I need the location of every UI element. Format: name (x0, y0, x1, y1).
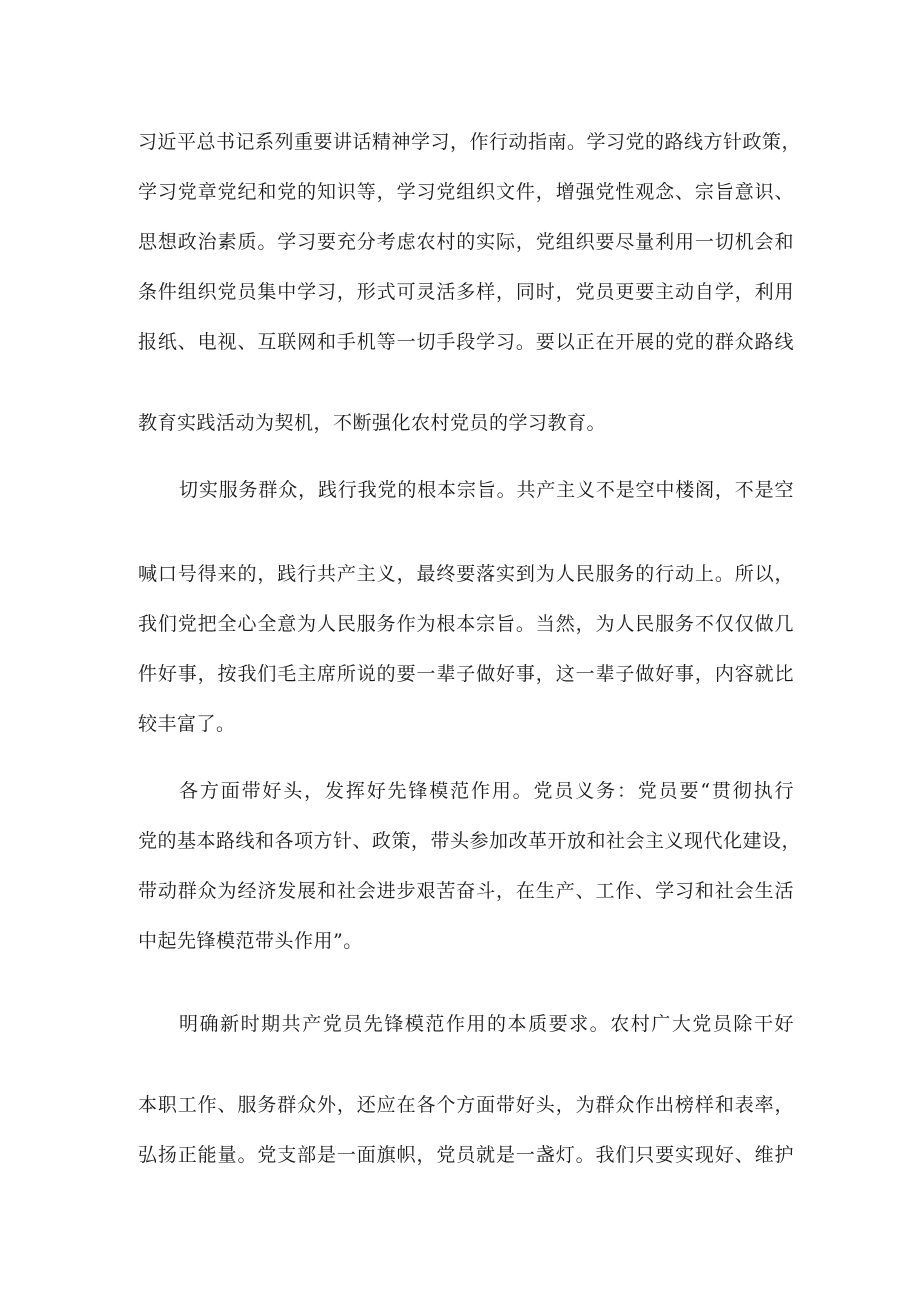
paragraph-2-line-1: 切实服务群众，践行我党的根本宗旨。共产主义不是空中楼阁，不是空 (179, 479, 794, 501)
paragraph-1-line-5: 报纸、电视、互联网和手机等一切手段学习。要以正在开展的党的群众路线 (138, 331, 794, 353)
paragraph-3-line-1: 各方面带好头，发挥好先锋模范作用。党员义务：党员要“贯彻执行 (179, 780, 794, 802)
paragraph-3-line-4: 中起先锋模范带头作用”。 (138, 930, 363, 952)
paragraph-2-line-4: 件好事，按我们毛主席所说的要一辈子做好事，这一辈子做好事，内容就比 (138, 663, 794, 685)
paragraph-2-line-3: 我们党把全心全意为人民服务作为根本宗旨。当然，为人民服务不仅仅做几 (138, 613, 794, 635)
paragraph-3-line-2: 党的基本路线和各项方针、政策，带头参加改革开放和社会主义现代化建设， (138, 830, 802, 852)
paragraph-4-line-1: 明确新时期共产党员先锋模范作用的本质要求。农村广大党员除干好 (179, 1013, 794, 1035)
paragraph-1-line-6: 教育实践活动为契机，不断强化农村党员的学习教育。 (138, 412, 607, 434)
paragraph-3-line-3: 带动群众为经济发展和社会进步艰苦奋斗，在生产、工作、学习和社会生活 (138, 880, 794, 902)
paragraph-2-line-2: 喊口号得来的，践行共产主义，最终要落实到为人民服务的行动上。所以， (138, 563, 794, 585)
paragraph-1-line-3: 思想政治素质。学习要充分考虑农村的实际，党组织要尽量利用一切机会和 (138, 231, 794, 253)
paragraph-2-line-5: 较丰富了。 (138, 713, 236, 735)
paragraph-1-line-1: 习近平总书记系列重要讲话精神学习，作行动指南。学习党的路线方针政策， (138, 131, 802, 153)
paragraph-4-line-3: 弘扬正能量。党支部是一面旗帜，党员就是一盏灯。我们只要实现好、维护 (138, 1144, 794, 1166)
paragraph-1-line-2: 学习党章党纪和党的知识等，学习党组织文件，增强党性观念、宗旨意识、 (138, 181, 794, 203)
paragraph-4-line-2: 本职工作、服务群众外，还应在各个方面带好头，为群众作出榜样和表率， (138, 1094, 794, 1116)
paragraph-1-line-4: 条件组织党员集中学习，形式可灵活多样，同时，党员更要主动自学，利用 (138, 281, 794, 303)
